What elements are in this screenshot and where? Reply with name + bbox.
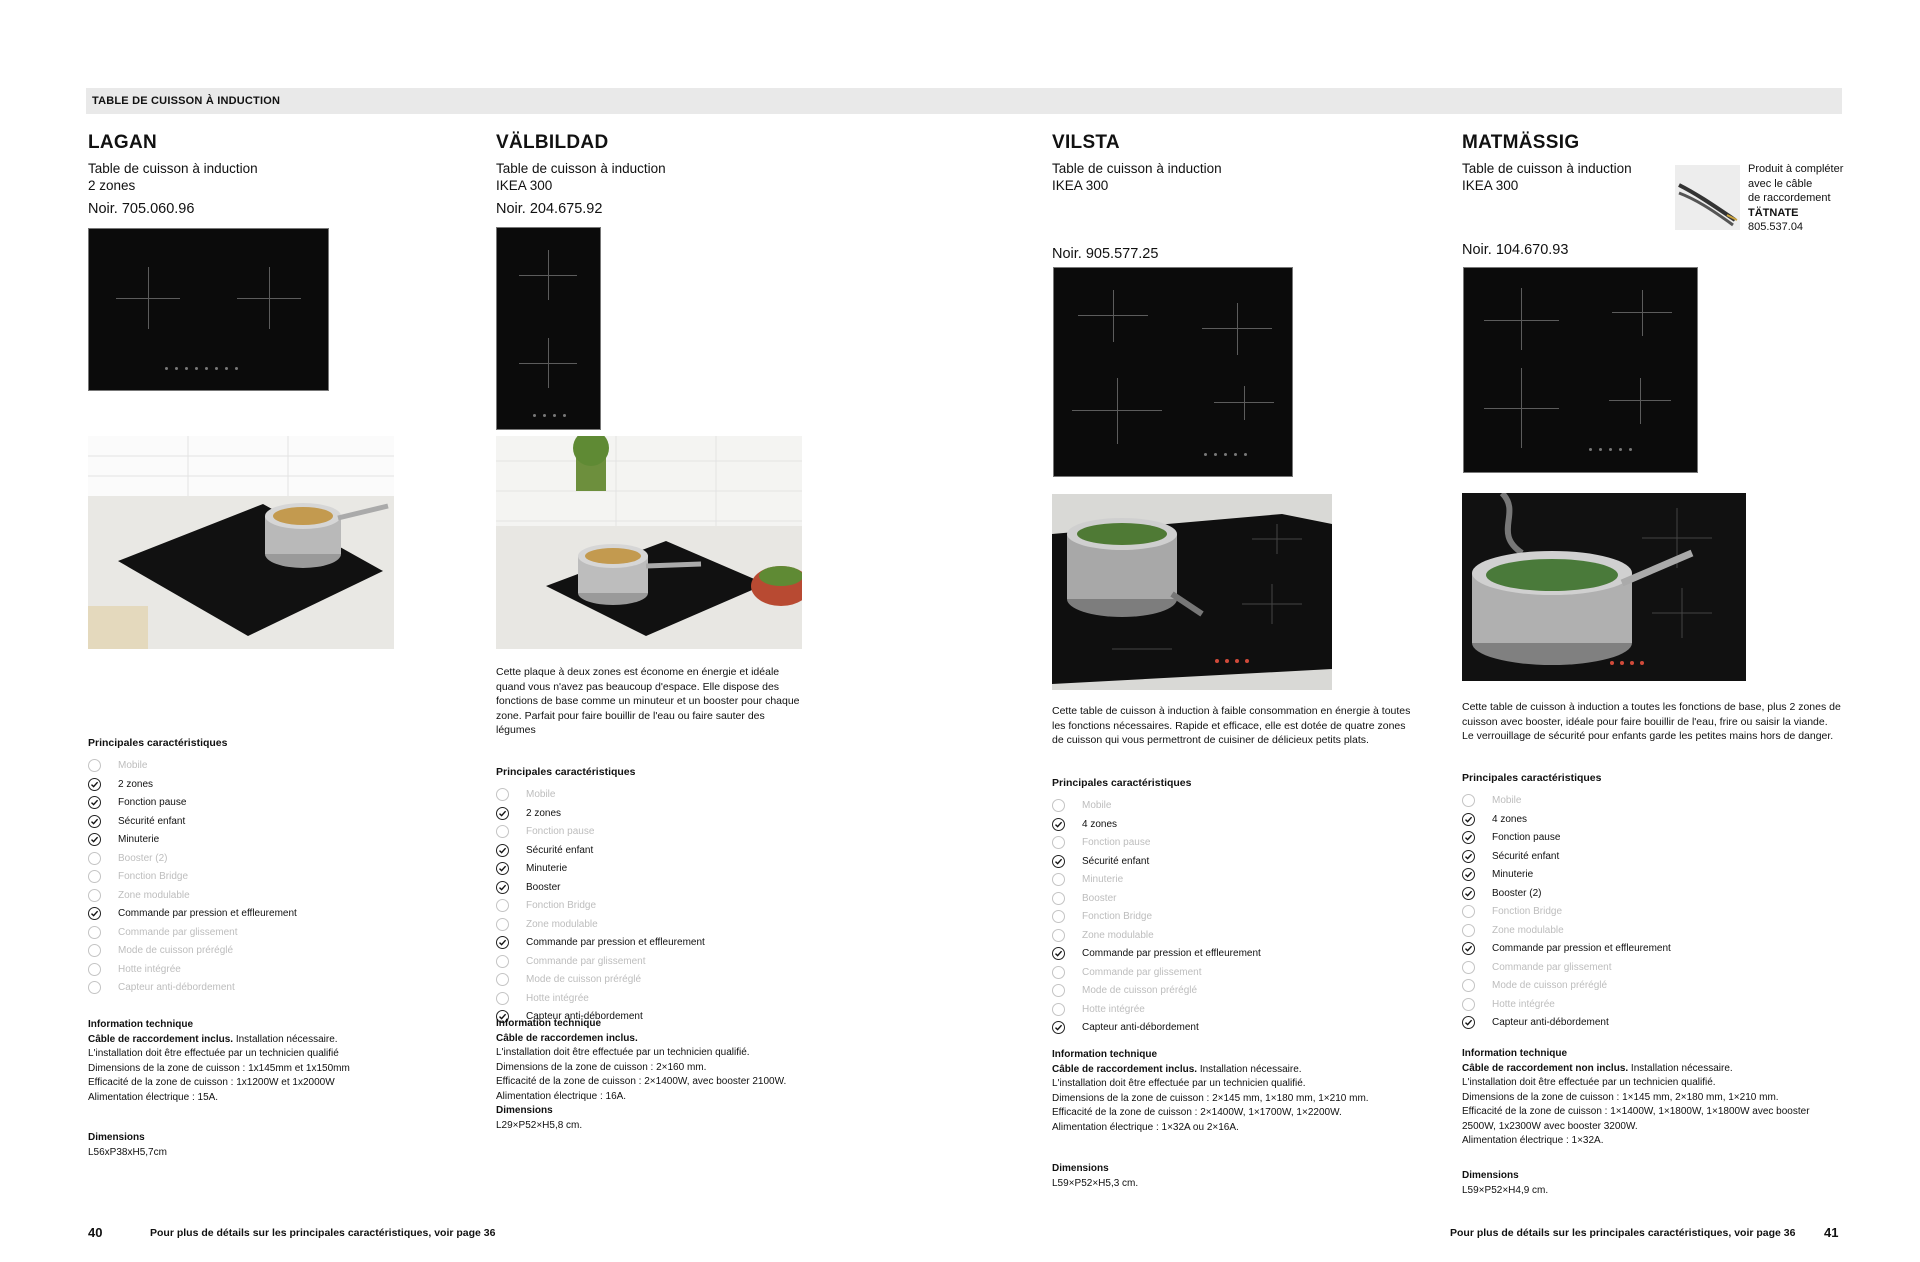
empty-circle-icon (88, 926, 101, 939)
feature-item (496, 863, 705, 882)
empty-circle-icon (1052, 873, 1065, 886)
empty-circle-icon (88, 963, 101, 976)
feature-label: Sécurité enfant (1082, 855, 1150, 867)
feature-item (1462, 888, 1671, 907)
feature-label: Minuterie (526, 863, 568, 874)
hob-lifestyle-photo (1052, 494, 1332, 690)
feature-item (88, 779, 297, 798)
feature-label: Booster (526, 881, 561, 893)
feature-label: Commande par glissement (1082, 966, 1202, 978)
technical-info (496, 1017, 816, 1133)
tech-line: L'installation doit être effectuée par un technicien qualifié. (1462, 1077, 1716, 1088)
product-blurb: Cette table de cuisson à induction à faible consommation en énergie à toutes les fonctions nécessaires. Rapide et efficace, elle est dotée de quatre zones de cuisson qui vous permettront de cuisiner de délicieux petits plats. (1052, 705, 1411, 746)
feature-label: Minuterie (118, 834, 160, 845)
check-circle-icon (88, 815, 101, 828)
product-name: VILSTA (1052, 132, 1120, 153)
feature-item (1052, 819, 1261, 838)
feature-item (1462, 832, 1671, 851)
section-title: TABLE DE CUISSON À INDUCTION (92, 95, 281, 107)
product-subtype: IKEA 300 (496, 178, 553, 193)
dimensions-title: Dimensions (88, 1132, 145, 1143)
feature-label: 4 zones (1492, 813, 1528, 825)
feature-item (1052, 930, 1261, 949)
feature-item (1052, 985, 1261, 1004)
feature-label: Hotte intégrée (1492, 998, 1555, 1010)
tech-line: Alimentation électrique : 1×32A ou 2×16A. (1052, 1121, 1239, 1133)
feature-label: Zone modulable (526, 918, 598, 930)
product-type: Table de cuisson à induction (1462, 161, 1632, 176)
feature-item (496, 993, 705, 1012)
product-name: LAGAN (88, 132, 158, 153)
tech-cable-note: Installation nécessaire. (1628, 1062, 1733, 1074)
empty-circle-icon (1462, 998, 1475, 1011)
empty-circle-icon (88, 870, 101, 883)
feature-label: Zone modulable (1492, 924, 1564, 936)
tech-line: 2500W, 1x2300W avec booster 3200W. (1462, 1120, 1638, 1132)
page-number-left: 40 (88, 1225, 103, 1240)
footer-note-left: Pour plus de détails sur les principales caractéristiques, voir page 36 (150, 1227, 496, 1239)
check-circle-icon (496, 844, 509, 857)
features-list (1462, 795, 1671, 1036)
empty-circle-icon (1462, 979, 1475, 992)
feature-label: Minuterie (1492, 869, 1534, 880)
tech-title: Information technique (88, 1019, 193, 1030)
product-price: Noir. 705.060.96 (88, 201, 195, 217)
product-type: Table de cuisson à induction (88, 161, 258, 176)
cable-code: 805.537.04 (1748, 221, 1804, 233)
features-title: Principales caractéristiques (1462, 772, 1602, 784)
cable-note-line: de raccordement (1748, 192, 1831, 204)
feature-label: Sécurité enfant (118, 815, 186, 827)
dimensions-value: L59×P52×H5,3 cm. (1052, 1178, 1139, 1189)
check-circle-icon (496, 881, 509, 894)
feature-item (496, 919, 705, 938)
check-circle-icon (1052, 818, 1065, 831)
tech-cable: Câble de raccordement inclus. (88, 1033, 234, 1045)
dimensions-value: L59×P52×H4,9 cm. (1462, 1185, 1549, 1196)
dimensions-title: Dimensions (496, 1105, 553, 1116)
feature-label: Commande par pression et effleurement (1492, 943, 1671, 954)
empty-circle-icon (1462, 905, 1475, 918)
dimensions-title: Dimensions (1462, 1170, 1519, 1181)
page-number-right: 41 (1824, 1225, 1839, 1240)
tech-line: Efficacité de la zone de cuisson : 1×1400W, 1×1800W, 1×1800W avec booster (1462, 1106, 1810, 1117)
empty-circle-icon (1052, 799, 1065, 812)
feature-label: Mobile (1082, 800, 1112, 811)
feature-label: Fonction Bridge (1492, 906, 1563, 917)
feature-label: Mobile (118, 760, 148, 771)
feature-label: Capteur anti-débordement (526, 1011, 643, 1022)
check-circle-icon (1462, 850, 1475, 863)
empty-circle-icon (1052, 1003, 1065, 1016)
feature-label: Commande par glissement (118, 926, 238, 938)
tech-line: Dimensions de la zone de cuisson : 1×145 mm, 2×180 mm, 1×210 mm. (1462, 1091, 1779, 1103)
feature-item (1462, 962, 1671, 981)
check-circle-icon (496, 936, 509, 949)
feature-item (1462, 943, 1671, 962)
feature-label: Fonction Bridge (1082, 911, 1153, 922)
footer-note-right: Pour plus de détails sur les principales caractéristiques, voir page 36 (1450, 1227, 1796, 1239)
empty-circle-icon (1052, 892, 1065, 905)
feature-label: Mobile (526, 789, 556, 800)
feature-item (496, 808, 705, 827)
tech-cable-note: Installation nécessaire. (233, 1033, 338, 1045)
feature-label: Hotte intégrée (118, 963, 181, 975)
empty-circle-icon (496, 899, 509, 912)
features-list (88, 760, 297, 1001)
hob-product-image (496, 227, 601, 430)
feature-item (1462, 1017, 1671, 1036)
feature-label: Booster (1082, 892, 1117, 904)
check-circle-icon (88, 796, 101, 809)
feature-label: Mode de cuisson préréglé (1082, 985, 1198, 996)
hob-lifestyle-photo (1462, 493, 1746, 681)
empty-circle-icon (88, 852, 101, 865)
feature-label: Mode de cuisson préréglé (526, 974, 642, 985)
check-circle-icon (1052, 947, 1065, 960)
technical-info (88, 1018, 408, 1105)
feature-item (1462, 906, 1671, 925)
feature-label: Fonction pause (1082, 837, 1151, 848)
feature-item (88, 816, 297, 835)
hob-product-image (1463, 267, 1698, 473)
product-price: Noir. 204.675.92 (496, 201, 603, 217)
feature-item (496, 974, 705, 993)
feature-item (496, 826, 705, 845)
feature-label: Fonction pause (118, 797, 187, 808)
feature-label: Zone modulable (1082, 929, 1154, 941)
feature-item (88, 908, 297, 927)
tech-line: L'installation doit être effectuée par un technicien qualifié. (496, 1047, 750, 1058)
feature-label: Commande par glissement (526, 955, 646, 967)
empty-circle-icon (496, 973, 509, 986)
empty-circle-icon (1462, 794, 1475, 807)
product-subtype: 2 zones (88, 178, 136, 193)
feature-item (496, 882, 705, 901)
features-list (1052, 800, 1261, 1041)
feature-item (88, 853, 297, 872)
empty-circle-icon (496, 955, 509, 968)
feature-label: Mobile (1492, 795, 1522, 806)
tech-title: Information technique (1052, 1049, 1157, 1060)
feature-label: Booster (2) (118, 852, 168, 864)
product-blurb: Cette plaque à deux zones est économe en énergie et idéale quand vous n'avez pas beaucoup d'espace. Elle dispose des fonctions de base comme un minuteur et un booster pour chaque zone. Parfait pour faire bouillir de l'eau ou faire sauter des légumes (496, 666, 800, 736)
tech-line: Dimensions de la zone de cuisson : 1x145mm et 1x150mm (88, 1062, 350, 1074)
feature-item (88, 760, 297, 779)
empty-circle-icon (1462, 924, 1475, 937)
feature-item (88, 871, 297, 890)
dimensions-value: L56xP38xH5,7cm (88, 1147, 167, 1158)
product-price: Noir. 104.670.93 (1462, 242, 1569, 258)
hob-lifestyle-photo (496, 436, 802, 649)
cable-note-line: Produit à compléter (1748, 163, 1844, 175)
tech-line: L'installation doit être effectuée par un technicien qualifié (88, 1048, 339, 1059)
feature-label: Commande par pression et effleurement (118, 908, 297, 919)
feature-item (1052, 874, 1261, 893)
features-list (496, 789, 705, 1030)
feature-label: Capteur anti-débordement (118, 982, 235, 993)
product-type: Table de cuisson à induction (496, 161, 666, 176)
feature-item (88, 964, 297, 983)
check-circle-icon (88, 778, 101, 791)
cable-product-image (1675, 165, 1740, 230)
feature-label: Sécurité enfant (526, 844, 594, 856)
tech-line: Efficacité de la zone de cuisson : 1x1200W et 1x2000W (88, 1077, 335, 1088)
product-name: VÄLBILDAD (496, 132, 609, 153)
tech-cable: Câble de raccordement inclus. (1052, 1063, 1198, 1075)
feature-label: Fonction Bridge (118, 871, 189, 882)
tech-line: L'installation doit être effectuée par un technicien qualifié. (1052, 1078, 1306, 1089)
check-circle-icon (88, 907, 101, 920)
feature-item (1052, 893, 1261, 912)
feature-label: Commande par glissement (1492, 961, 1612, 973)
product-name: MATMÄSSIG (1462, 132, 1580, 153)
feature-item (1462, 795, 1671, 814)
empty-circle-icon (496, 992, 509, 1005)
feature-label: Mode de cuisson préréglé (118, 945, 234, 956)
empty-circle-icon (1052, 984, 1065, 997)
feature-item (88, 927, 297, 946)
empty-circle-icon (88, 981, 101, 994)
feature-item (88, 797, 297, 816)
technical-info (1462, 1047, 1842, 1149)
feature-item (1462, 980, 1671, 999)
feature-item (1052, 1022, 1261, 1041)
feature-label: Hotte intégrée (1082, 1003, 1145, 1015)
feature-label: Capteur anti-débordement (1082, 1022, 1199, 1033)
empty-circle-icon (1052, 966, 1065, 979)
check-circle-icon (496, 862, 509, 875)
tech-title: Information technique (496, 1018, 601, 1029)
product-blurb: Cette table de cuisson à induction a toutes les fonctions de base, plus 2 zones de cuisson avec booster, idéale pour faire bouillir de l'eau, frire ou saisir la viande. Le verrouillage de sécurité pour enfants garde les petites mains hors de danger. (1462, 701, 1841, 742)
feature-item (1462, 869, 1671, 888)
feature-label: Minuterie (1082, 874, 1124, 885)
empty-circle-icon (1052, 836, 1065, 849)
empty-circle-icon (88, 889, 101, 902)
tech-line: Alimentation électrique : 1×32A. (1462, 1135, 1604, 1146)
check-circle-icon (1462, 813, 1475, 826)
feature-item (1052, 911, 1261, 930)
feature-label: Commande par pression et effleurement (1082, 948, 1261, 959)
feature-item (88, 945, 297, 964)
check-circle-icon (1462, 831, 1475, 844)
feature-item (496, 937, 705, 956)
feature-item (1052, 1004, 1261, 1023)
tech-cable: Câble de raccordemen inclus. (496, 1032, 638, 1044)
feature-item (1462, 814, 1671, 833)
feature-item (1052, 856, 1261, 875)
feature-item (1052, 948, 1261, 967)
feature-label: Fonction pause (1492, 832, 1561, 843)
feature-item (496, 900, 705, 919)
cable-note (1748, 162, 1843, 235)
product-subtype: IKEA 300 (1462, 178, 1519, 193)
feature-label: Mode de cuisson préréglé (1492, 980, 1608, 991)
check-circle-icon (496, 807, 509, 820)
empty-circle-icon (1462, 961, 1475, 974)
feature-item (88, 890, 297, 909)
empty-circle-icon (88, 944, 101, 957)
feature-item (1462, 925, 1671, 944)
cable-note-line: avec le câble (1748, 177, 1813, 190)
check-circle-icon (1462, 1016, 1475, 1029)
tech-line: Alimentation électrique : 16A. (496, 1090, 627, 1102)
feature-label: 2 zones (526, 807, 562, 819)
check-circle-icon (1052, 1021, 1065, 1034)
feature-item (1462, 851, 1671, 870)
cable-name: TÄTNATE (1748, 206, 1799, 219)
tech-line: Alimentation électrique : 15A. (88, 1091, 219, 1103)
empty-circle-icon (1052, 910, 1065, 923)
features-title: Principales caractéristiques (496, 766, 636, 778)
tech-line: Efficacité de la zone de cuisson : 2×1400W, avec booster 2100W. (496, 1076, 787, 1087)
feature-item (1462, 999, 1671, 1018)
tech-title: Information technique (1462, 1048, 1567, 1059)
empty-circle-icon (88, 759, 101, 772)
feature-item (496, 956, 705, 975)
feature-item (1052, 800, 1261, 819)
check-circle-icon (1462, 868, 1475, 881)
feature-item (1052, 967, 1261, 986)
feature-label: Capteur anti-débordement (1492, 1017, 1609, 1028)
check-circle-icon (1052, 855, 1065, 868)
features-title: Principales caractéristiques (88, 737, 228, 749)
feature-label: Fonction Bridge (526, 900, 597, 911)
empty-circle-icon (1052, 929, 1065, 942)
check-circle-icon (88, 833, 101, 846)
feature-item (88, 834, 297, 853)
feature-label: 2 zones (118, 778, 154, 790)
feature-item (88, 982, 297, 1001)
check-circle-icon (1462, 887, 1475, 900)
feature-label: Commande par pression et effleurement (526, 937, 705, 948)
product-type: Table de cuisson à induction (1052, 161, 1222, 176)
check-circle-icon (1462, 942, 1475, 955)
feature-label: Booster (2) (1492, 887, 1542, 899)
feature-label: Hotte intégrée (526, 992, 589, 1004)
feature-item (496, 845, 705, 864)
tech-cable-note: Installation nécessaire. (1197, 1063, 1302, 1075)
hob-product-image (88, 228, 329, 391)
hob-product-image (1053, 267, 1293, 477)
feature-label: Zone modulable (118, 889, 190, 901)
dimensions-title: Dimensions (1052, 1163, 1109, 1174)
feature-label: Fonction pause (526, 826, 595, 837)
feature-label: Sécurité enfant (1492, 850, 1560, 862)
empty-circle-icon (496, 825, 509, 838)
dimensions-value: L29×P52×H5,8 cm. (496, 1119, 583, 1131)
features-title: Principales caractéristiques (1052, 777, 1192, 789)
feature-item (496, 789, 705, 808)
hob-lifestyle-photo (88, 436, 394, 649)
feature-label: 4 zones (1082, 818, 1118, 830)
empty-circle-icon (496, 788, 509, 801)
section-header (86, 88, 1842, 114)
tech-line: Efficacité de la zone de cuisson : 2×1400W, 1×1700W, 1×2200W. (1052, 1107, 1342, 1118)
empty-circle-icon (496, 918, 509, 931)
tech-line: Dimensions de la zone de cuisson : 2×160 mm. (496, 1061, 707, 1073)
technical-info (1052, 1048, 1432, 1135)
product-subtype: IKEA 300 (1052, 178, 1109, 193)
product-price: Noir. 905.577.25 (1052, 246, 1159, 262)
tech-line: Dimensions de la zone de cuisson : 2×145 mm, 1×180 mm, 1×210 mm. (1052, 1092, 1369, 1104)
feature-item (1052, 837, 1261, 856)
tech-cable: Câble de raccordement non inclus. (1462, 1062, 1629, 1074)
